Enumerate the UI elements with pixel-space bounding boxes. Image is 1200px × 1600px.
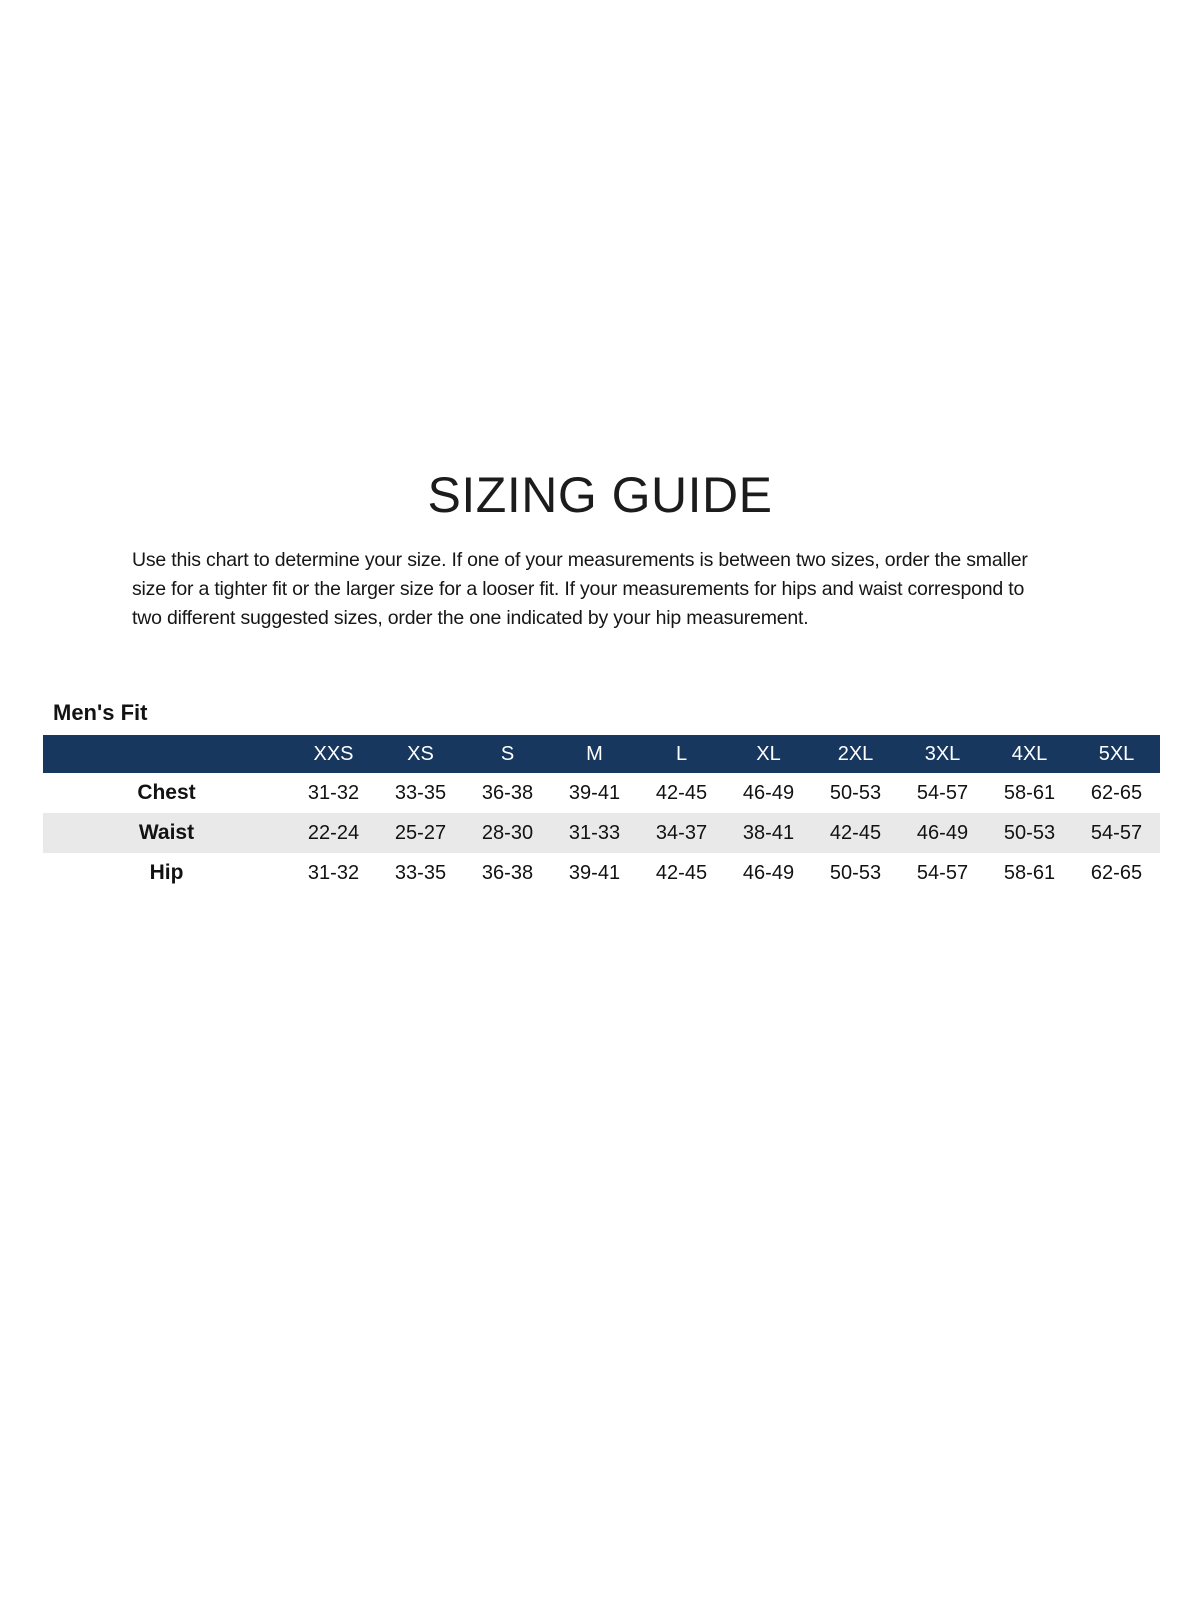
header-cell-m: M	[586, 742, 603, 765]
size-cell: 58-61	[1003, 861, 1056, 884]
intro-line: two different suggested sizes, order the one indicated by your hip measurement.	[132, 607, 809, 629]
size-cell: 25-27	[394, 821, 447, 844]
size-cell: 39-41	[568, 781, 621, 804]
size-cell: 42-45	[829, 821, 882, 844]
size-cell: 62-65	[1090, 861, 1143, 884]
size-cell: 36-38	[481, 861, 534, 884]
header-cell-xs: XS	[407, 742, 434, 765]
row-label-hip: Hip	[149, 861, 184, 884]
size-cell: 31-32	[307, 861, 360, 884]
intro-line: Use this chart to determine your size. If one of your measurements is between two sizes, order the smaller	[132, 549, 1028, 571]
size-cell: 46-49	[916, 821, 969, 844]
intro-paragraph	[132, 546, 1092, 633]
size-cell: 50-53	[1003, 821, 1056, 844]
row-label-chest: Chest	[137, 781, 196, 804]
size-cell: 33-35	[394, 781, 447, 804]
table-row-hip	[43, 853, 1160, 893]
page-title: SIZING GUIDE	[427, 467, 773, 523]
size-cell: 46-49	[742, 781, 795, 804]
size-cell: 54-57	[916, 861, 969, 884]
table-row-chest	[43, 773, 1160, 813]
header-cell-l: L	[675, 742, 688, 765]
size-cell: 33-35	[394, 861, 447, 884]
header-cell-s: S	[500, 742, 515, 765]
row-label-waist: Waist	[138, 821, 195, 844]
header-cell-4xl: 4XL	[1011, 742, 1048, 765]
header-empty-cell	[43, 735, 290, 773]
header-cell-xxs: XXS	[313, 742, 354, 765]
size-cell: 50-53	[829, 781, 882, 804]
table-header-row	[43, 735, 1160, 773]
size-cell: 42-45	[655, 781, 708, 804]
section-label-mens-fit: Men's Fit	[53, 700, 148, 725]
table-row-waist	[43, 813, 1160, 853]
intro-line: size for a tighter fit or the larger size for a looser fit. If your measurements for hips and waist correspond to	[132, 578, 1025, 600]
mens-fit-size-table	[43, 735, 1160, 893]
size-cell: 54-57	[916, 781, 969, 804]
size-cell: 31-32	[307, 781, 360, 804]
size-cell: 42-45	[655, 861, 708, 884]
size-cell: 31-33	[568, 821, 621, 844]
size-cell: 62-65	[1090, 781, 1143, 804]
header-cell-5xl: 5XL	[1098, 742, 1135, 765]
header-cell-2xl: 2XL	[837, 742, 874, 765]
size-cell: 22-24	[307, 821, 360, 844]
header-cell-3xl: 3XL	[924, 742, 961, 765]
size-cell: 50-53	[829, 861, 882, 884]
size-cell: 28-30	[481, 821, 534, 844]
size-cell: 34-37	[655, 821, 708, 844]
size-cell: 46-49	[742, 861, 795, 884]
size-cell: 36-38	[481, 781, 534, 804]
size-cell: 54-57	[1090, 821, 1143, 844]
size-cell: 58-61	[1003, 781, 1056, 804]
size-cell: 38-41	[742, 821, 795, 844]
header-cell-xl: XL	[756, 742, 781, 765]
size-cell: 39-41	[568, 861, 621, 884]
